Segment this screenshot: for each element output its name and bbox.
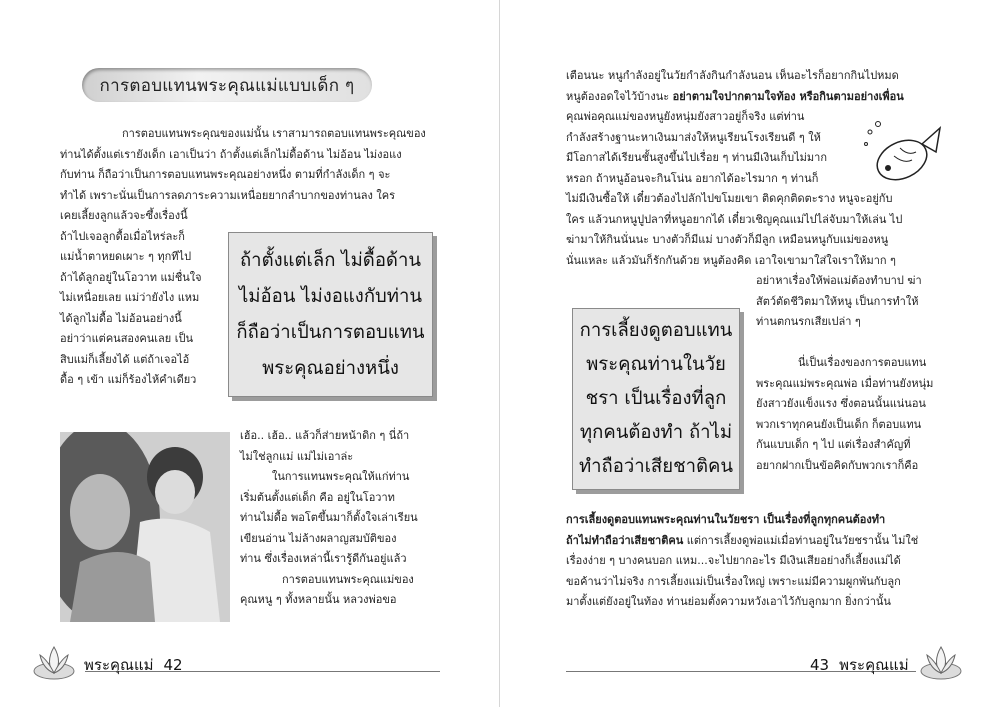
text-line: ท่าน ซึ่งเรื่องเหล่านี้เรารู้ดีกันอยู่แล้ว <box>240 552 407 565</box>
text-line: หรอก ถ้าหนูอ้อนจะกินโน่น อยากได้อะไรมาก ๆ ท่านก็ <box>566 171 819 185</box>
text-line: กันแบบเด็ก ๆ ไป แต่เรื่องสำคัญที่ <box>756 438 911 451</box>
fish-illustration-icon <box>860 118 950 193</box>
left-paragraph-4 <box>240 467 440 611</box>
text-line <box>566 87 951 108</box>
pull-quote-line: ถ้าตั้งแต่เล็ก ไม่ดื้อด้าน <box>239 249 421 271</box>
text-line: เตือนนะ หนูกำลังอยู่ในวัยกำลังกินกำลังนอน เห็นอะไรก็อยากกินไปหมด <box>566 69 899 82</box>
emphasis-text: การเลี้ยงดูตอบแทนพระคุณท่านในวัยชรา เป็นเรื่องที่ลูกทุกคนต้องทำ <box>566 513 886 526</box>
text-line: นั่นแหละ แล้วมันก็รักกันด้วย หนูต้องคิด เอาใจเขามาใส่ใจเราให้มาก ๆ <box>566 253 896 267</box>
mother-child-photo-graphic <box>60 432 230 622</box>
right-paragraph-1-full <box>566 189 951 271</box>
page-number: 43 <box>810 656 830 674</box>
right-paragraph-1-wrap <box>566 107 856 189</box>
pull-quote-line: ชรา เป็นเรื่องที่ลูก <box>585 388 727 409</box>
left-paragraph-3 <box>240 426 440 467</box>
text-line: เขียนอ่าน ไม่ล้างผลาญสมบัติของ <box>240 531 397 545</box>
text-line: กำลังสร้างฐานะหาเงินมาส่งให้หนูเรียนโรงเรียนดี ๆ ให้ <box>566 130 821 144</box>
left-paragraph-1 <box>60 124 435 206</box>
text-line: นี่เป็นเรื่องของการตอบแทน <box>798 356 927 369</box>
left-paragraph-2 <box>60 206 220 391</box>
text-line: ขอค้านว่าไม่จริง การเลี้ยงแม่เป็นเรื่องใหญ่ เพราะแม่มีความผูกพันกับลูก <box>566 574 901 588</box>
text-line: เรื่องง่าย ๆ บางคนบอก แหม...จะไปยากอะไร มีเงินเสียอย่างก็เลี้ยงแม่ได้ <box>566 554 901 567</box>
pull-quote-line: พระคุณอย่างหนึ่ง <box>262 357 399 379</box>
text-line: ท่านได้ตั้งแต่เรายังเด็ก เอาเป็นว่า ถ้าตั้งแต่เล็กไม่ดื้อด้าน ไม่อ้อน ไม่งอแง <box>60 147 402 161</box>
footer-book-title: พระคุณแม่ <box>839 656 909 674</box>
lotus-flower-icon <box>30 641 78 689</box>
text-line <box>566 531 951 552</box>
text-line: คุณพ่อคุณแม่ของหนูยังหนุ่มยังสาวอยู่ก็จริง แต่ท่าน <box>566 110 805 123</box>
text-line: คุณหนู ๆ ทั้งหลายนั้น หลวงพ่อขอ <box>240 593 397 606</box>
text-line: มาตั้งแต่ยังอยู่ในท้อง ท่านย่อมตั้งความหวังเอาไว้กับลูกมาก ยิ่งกว่านั้น <box>566 595 891 608</box>
text-span: แต่การเลี้ยงดูพ่อแม่เมื่อท่านอยู่ในวัยชรานั้น ไม่ใช่ <box>683 533 919 547</box>
text-line: สิบแม่ก็เลี้ยงได้ แต่ถ้าเจอไอ้ <box>60 352 190 366</box>
text-line: มีโอกาสได้เรียนชั้นสูงขึ้นไปเรื่อย ๆ ท่านมีเงินเก็บไม่มาก <box>566 151 827 164</box>
pull-quote-line: ทุกคนต้องทำ ถ้าไม่ <box>579 422 733 443</box>
text-line: เริ่มต้นตั้งแต่เด็ก คือ อยู่ในโอวาท <box>240 490 395 504</box>
text-line: สัตว์ตัดชีวิตมาให้หนู เป็นการทำให้ <box>756 294 919 308</box>
text-line: ใคร แล้วนกหนูปูปลาที่หนูอยากได้ เดี๋ยวเชิญคุณแม่ไปไล่จับมาให้เล่น ไป <box>566 212 903 226</box>
pull-quote-line: การเลี้ยงดูตอบแทน <box>579 320 733 341</box>
emphasis-text: อย่าตามใจปากตามใจท้อง หรือกินตามอย่างเพื่อน <box>672 89 904 103</box>
right-paragraph-3 <box>566 510 951 613</box>
text-line: พระคุณแม่พระคุณพ่อ เมื่อท่านยังหนุ่ม <box>756 376 934 390</box>
right-page <box>500 0 1000 707</box>
text-line: ในการแทนพระคุณให้แก่ท่าน <box>272 470 410 483</box>
pull-quote-line: ทำถือว่าเสียชาติคน <box>578 456 734 477</box>
left-pull-quote <box>228 232 433 397</box>
right-paragraph-1-top <box>566 66 951 107</box>
text-line: เคยเลี้ยงลูกแล้วจะซึ้งเรื่องนี้ <box>60 209 188 222</box>
left-footer <box>30 645 193 685</box>
text-line: ไม่มีเงินซื้อให้ เดี๋ยวต้องไปลักไปขโมยเขา ติดคุกติดตะราง หนูจะอยู่กับ <box>566 192 893 205</box>
right-footer <box>800 645 965 685</box>
text-line: เฮ้อ.. เฮ้อ.. แล้วก็ส่ายหน้าดิก ๆ นี่ถ้า <box>240 429 410 442</box>
text-line <box>566 510 951 531</box>
text-line: ถ้าไปเจอลูกดื้อเมื่อไหร่ละก็ <box>60 229 185 243</box>
right-paragraph-2 <box>756 353 956 476</box>
right-paragraph-1-end <box>756 271 956 333</box>
footer-book-title: พระคุณแม่ <box>84 656 154 674</box>
pull-quote-line: ไม่อ้อน ไม่งอแงกับท่าน <box>238 285 422 307</box>
text-line: ไม่ใช่ลูกแม่ แม่ไม่เอาล่ะ <box>240 449 354 463</box>
right-pull-quote <box>572 308 740 490</box>
text-line: การตอบแทนพระคุณของแม่นั้น เราสามารถตอบแทนพระคุณของ <box>122 127 426 140</box>
text-line: อยากฝากเป็นข้อคิดกับพวกเราก็คือ <box>756 458 919 472</box>
text-line: อย่าหาเรื่องให้พ่อแม่ต้องทำบาป ฆ่า <box>756 274 922 287</box>
text-line: กับท่าน ก็ถือว่าเป็นการตอบแทนพระคุณอย่างหนึ่ง ตามที่กำลังเด็ก ๆ จะ <box>60 168 391 181</box>
text-line: ถ้าได้ลูกอยู่ในโอวาท แม่ชื่นใจ <box>60 270 202 284</box>
lotus-flower-icon <box>917 641 965 689</box>
text-line: ท่านตกนรกเสียเปล่า ๆ <box>756 315 861 328</box>
chapter-title: การตอบแทนพระคุณแม่แบบเด็ก ๆ <box>99 75 355 96</box>
text-line: การตอบแทนพระคุณแม่ของ <box>282 572 414 586</box>
text-line: ท่านไม่ดื้อ พอโตขึ้นมาก็ตั้งใจเล่าเรียน <box>240 511 418 524</box>
pull-quote-line: ก็ถือว่าเป็นการตอบแทน <box>236 321 425 343</box>
pull-quote-line: พระคุณท่านในวัย <box>586 354 726 375</box>
text-line: อย่าว่าแต่คนสองคนเลย เป็น <box>60 332 193 345</box>
text-line: ฆ่ามาให้กินนั่นนะ บางตัวก็มีแม่ บางตัวก็มีลูก เหมือนหนูกับแม่ของหนู <box>566 233 889 246</box>
text-line: ทำได้ เพราะนั่นเป็นการลดภาระความเหนื่อยยากลำบากของท่านลง ใคร <box>60 188 396 202</box>
text-line: ได้ลูกไม่ดื้อ ไม่อ้อนอย่างนี้ <box>60 311 182 325</box>
chapter-title-banner <box>82 68 372 102</box>
text-line: ยังสาวยังแข็งแรง ซึ่งตอนนั้นแน่นอน <box>756 397 926 410</box>
text-line: พวกเราทุกคนยังเป็นเด็ก ก็ตอบแทน <box>756 417 922 431</box>
text-line: ดื้อ ๆ เข้า แม่ก็ร้องไห้คำเดียว <box>60 373 197 386</box>
page-number: 42 <box>163 656 183 674</box>
text-line: แม่น้ำตาหยดเผาะ ๆ ทุกทีไป <box>60 250 192 263</box>
text-line: ไม่เหนื่อยเลย แม่ว่ายังไง แหม <box>60 291 200 304</box>
emphasis-text: ถ้าไม่ทำถือว่าเสียชาติคน <box>566 533 684 547</box>
mother-child-photo <box>60 432 230 622</box>
text-span: หนูต้องอดใจไว้บ้างนะ <box>566 89 670 103</box>
